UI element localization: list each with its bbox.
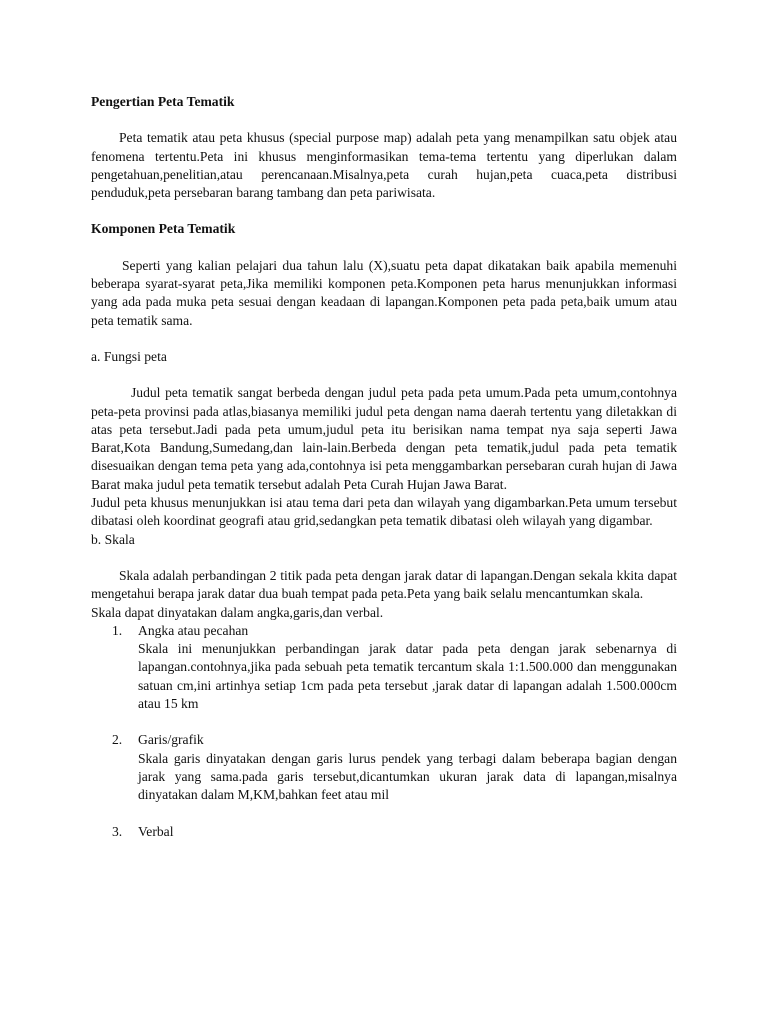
list-item-angka <box>91 622 677 713</box>
paragraph-fungsi-peta-2: Judul peta khusus menunjukkan isi atau tema dari peta dan wilayah yang digambarkan.Peta umum tersebut dibatasi oleh koordinat geografi atau grid,sedangkan peta tematik dibatasi oleh wilayah yang digambar. <box>91 495 677 529</box>
paragraph-fungsi-peta-1: Judul peta tematik sangat berbeda dengan judul peta pada peta umum.Pada peta umum,contohnya peta-peta provinsi pada atlas,biasanya memiliki judul peta dengan nama daerah tertentu yang diletakkan di atas peta tersebut.Jadi pada peta umum,judul peta itu berisikan nama tempat nya saja seperti Jawa Barat,Kota Bandung,Sumedang,dan lain-lain.Berbeda dengan peta tematik,judul pada peta tematik disesuaikan dengan tema peta yang ada,contohnya isi peta menggambarkan persebaran curah hujan di Jawa Barat maka judul peta tematik tersebut adalah Peta Curah Hujan Jawa Barat. <box>91 385 677 492</box>
list-number: 1. <box>112 622 123 638</box>
paragraph-komponen: Seperti yang kalian pelajari dua tahun lalu (X),suatu peta dapat dikatakan baik apabila memenuhi beberapa syarat-syarat peta,Jika memiliki komponen peta.Komponen peta harus menunjukkan informasi yang ada pada muka peta sesuai dengan keadaan di lapangan.Komponen peta pada peta,baik umum atau peta tematik sama. <box>91 257 677 328</box>
paragraph-skala-2: Skala dapat dinyatakan dalam angka,garis,dan verbal. <box>91 604 384 620</box>
list-spacer <box>91 805 677 823</box>
list-number: 3. <box>112 823 123 839</box>
subheading-fungsi-peta: a. Fungsi peta <box>91 348 167 364</box>
subheading-skala: b. Skala <box>91 531 135 547</box>
list-number: 2. <box>112 732 123 748</box>
list-item-title: Angka atau pecahan <box>138 622 249 638</box>
list-item-body: Skala garis dinyatakan dengan garis lurus pendek yang terbagi dalam beberapa bagian dengan jarak yang sama.pada garis tersebut,dicantumkan ukuran jarak data di lapangan,misalnya dinyatakan dalam M,KM,bahkan feet atau mil <box>138 750 677 803</box>
paragraph-skala-1: Skala adalah perbandingan 2 titik pada peta dengan jarak datar di lapangan.Dengan sekala kkita dapat mengetahui berapa jarak datar dua buah tempat pada peta.Peta yang baik selalu mencantumkan skala. <box>91 567 677 602</box>
skala-type-list <box>91 622 677 841</box>
list-item-title: Garis/grafik <box>138 732 204 748</box>
section-heading-komponen: Komponen Peta Tematik <box>91 221 236 237</box>
list-item-garis <box>91 731 677 804</box>
paragraph-pengertian: Peta tematik atau peta khusus (special purpose map) adalah peta yang menampilkan satu objek atau fenomena tertentu.Peta ini khusus menginformasikan tema-tema tertentu yang diperlukan dalam pengetahuan,penelitian,atau perencanaan.Misalnya,peta curah hujan,peta cuaca,peta distribusi penduduk,peta persebaran barang tambang dan peta pariwisata. <box>91 130 677 201</box>
document-page <box>91 93 677 841</box>
list-item-body: Skala ini menunjukkan perbandingan jarak datar pada peta dengan jarak sebenarnya di lapangan.contohnya,jika pada sebuah peta tematik tercantum skala 1:1.500.000 dan menggunakan satuan cm,ini artinhya setiap 1cm pada peta tersebut ,jarak datar di lapangan adalah 1.500.000cm atau 15 km <box>138 641 677 712</box>
list-item-verbal <box>91 823 677 841</box>
list-spacer <box>91 713 677 731</box>
section-heading-pengertian: Pengertian Peta Tematik <box>91 94 235 109</box>
list-item-title: Verbal <box>138 823 174 839</box>
